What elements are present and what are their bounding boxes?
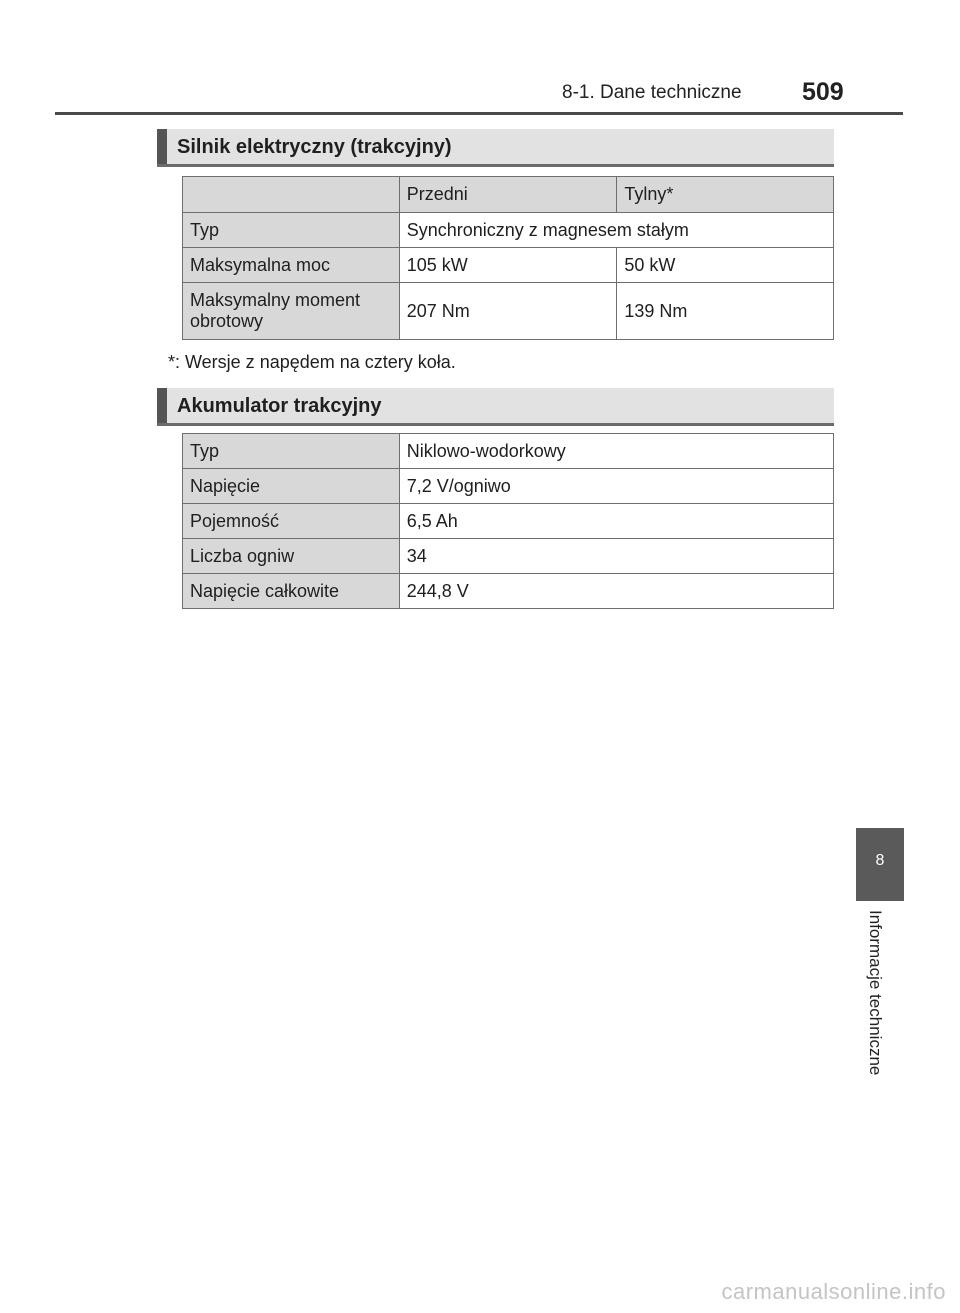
chapter-number: 8 (875, 852, 885, 869)
header-cell-blank (183, 177, 400, 213)
row-label: Maksymalny moment obrotowy (183, 283, 400, 340)
battery-heading-text: Akumulator trakcyjny (177, 395, 382, 417)
table-row (183, 574, 834, 609)
row-label: Pojemność (183, 504, 400, 539)
heading-accent-bar (157, 388, 167, 423)
row-label: Napięcie (183, 469, 400, 504)
row-value-rear: 139 Nm (617, 283, 834, 340)
row-label: Napięcie całkowite (183, 574, 400, 609)
row-value: 34 (399, 539, 833, 574)
motor-heading-text: Silnik elektryczny (trakcyjny) (177, 136, 452, 158)
header-cell-front: Przedni (399, 177, 617, 213)
motor-section-heading (157, 129, 834, 167)
table-row (183, 469, 834, 504)
table-row (183, 434, 834, 469)
watermark: carmanualsonline.info (721, 1279, 946, 1304)
table-row (183, 248, 834, 283)
battery-spec-table (182, 433, 834, 609)
row-value: Niklowo-wodorkowy (399, 434, 833, 469)
battery-section-heading (157, 388, 834, 426)
page-number: 509 (802, 78, 844, 106)
row-value-rear: 50 kW (617, 248, 834, 283)
table-row (183, 504, 834, 539)
footnote: *: Wersje z napędem na cztery koła. (168, 352, 456, 372)
table-row (183, 283, 834, 340)
chapter-tab (856, 828, 904, 901)
row-label: Liczba ogniw (183, 539, 400, 574)
header-divider (55, 112, 903, 115)
table-row (183, 539, 834, 574)
row-label: Typ (183, 213, 400, 248)
motor-spec-table (182, 176, 834, 340)
row-value-front: 207 Nm (399, 283, 617, 340)
chapter-label: Informacje techniczne (866, 910, 885, 1076)
row-value: 244,8 V (399, 574, 833, 609)
row-value: Synchroniczny z magnesem stałym (399, 213, 833, 248)
row-value-front: 105 kW (399, 248, 617, 283)
row-label: Maksymalna moc (183, 248, 400, 283)
heading-accent-bar (157, 129, 167, 164)
table-row (183, 213, 834, 248)
row-label: Typ (183, 434, 400, 469)
header-cell-rear: Tylny* (617, 177, 834, 213)
row-value: 6,5 Ah (399, 504, 833, 539)
table-header-row (183, 177, 834, 213)
section-title: 8-1. Dane techniczne (562, 82, 742, 103)
row-value: 7,2 V/ogniwo (399, 469, 833, 504)
